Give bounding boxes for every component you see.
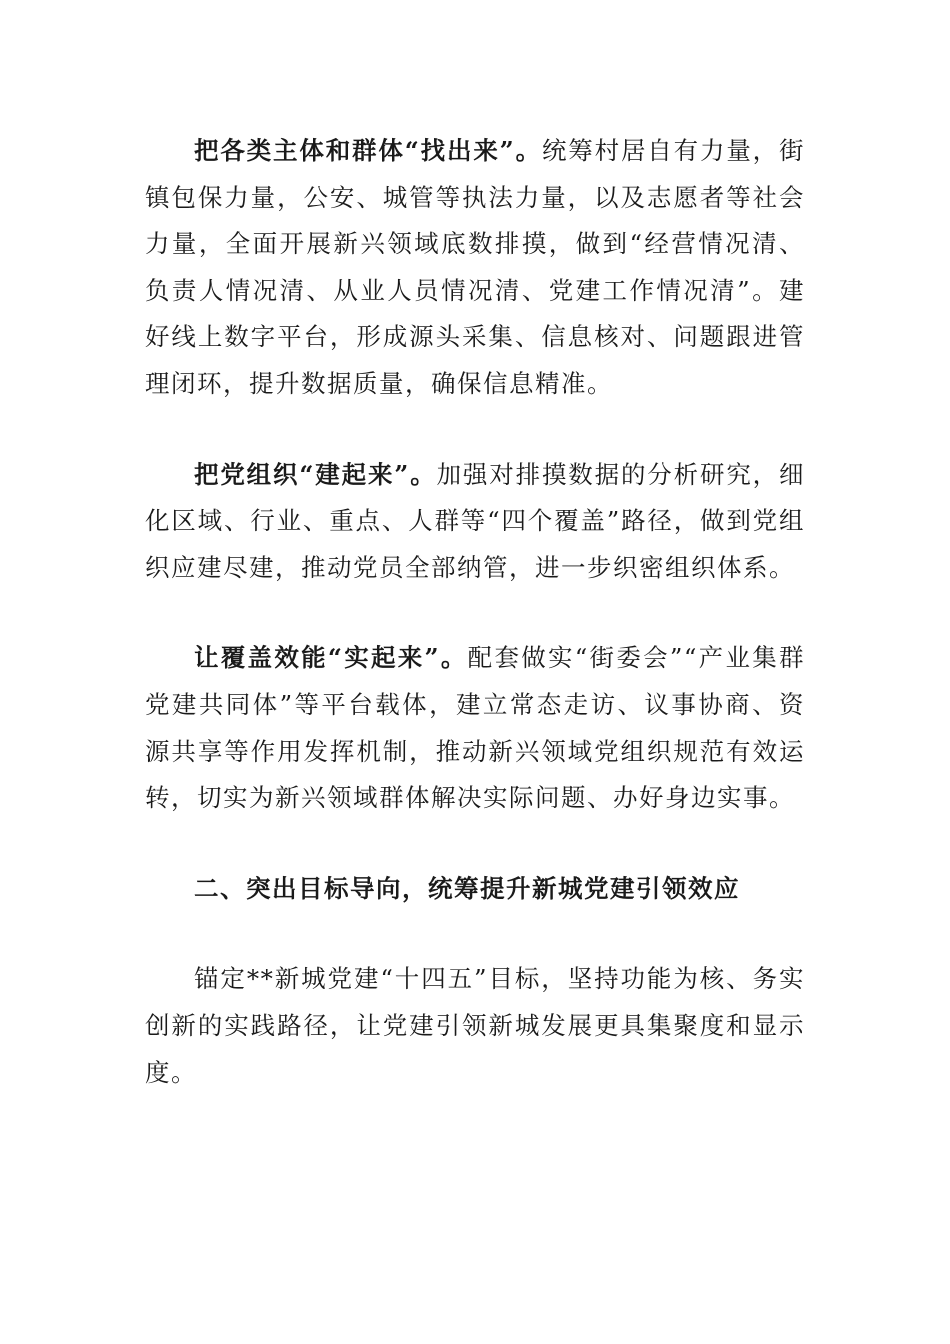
paragraph-body: 统筹村居自有力量，街镇包保力量，公安、城管等执法力量，以及志愿者等社会力量，全面开展新兴领域底数排摸，做到“经营情况清、负责人情况清、从业人员情况清、党建工作情况清”。建好线上数字平台，形成源头采集、信息核对、问题跟进管理闭环，提升数据质量，确保信息精准。 <box>145 136 806 398</box>
paragraph-lead: 把各类主体和群体“找出来”。 <box>194 136 542 165</box>
paragraph-final: 锚定**新城党建“十四五”目标，坚持功能为核、务实创新的实践路径，让党建引领新城发展更具集聚度和显示度。 <box>145 964 805 1087</box>
paragraph-build-organization <box>145 452 805 592</box>
paragraph-body: 加强对排摸数据的分析研究，细化区域、行业、重点、人群等“四个覆盖”路径，做到党组织应建尽建，推动党员全部纳管，进一步织密组织体系。 <box>145 459 806 582</box>
paragraph-lead: 把党组织“建起来”。 <box>194 459 437 489</box>
document-page <box>145 128 805 1096</box>
paragraph-find-subjects <box>145 128 805 408</box>
paragraph-body: 配套做实“街委会”“产业集群党建共同体”等平台载体，建立常态走访、议事协商、资源共享等作用发挥机制，推动新兴领域党组织规范有效运转，切实为新兴领域群体解决实际问题、办好身边实事。 <box>145 643 805 813</box>
paragraph-coverage-effect <box>145 635 805 821</box>
section-heading: 二、突出目标导向，统筹提升新城党建引领效应 <box>194 873 740 903</box>
paragraph-lead: 让覆盖效能“实起来”。 <box>194 643 468 673</box>
